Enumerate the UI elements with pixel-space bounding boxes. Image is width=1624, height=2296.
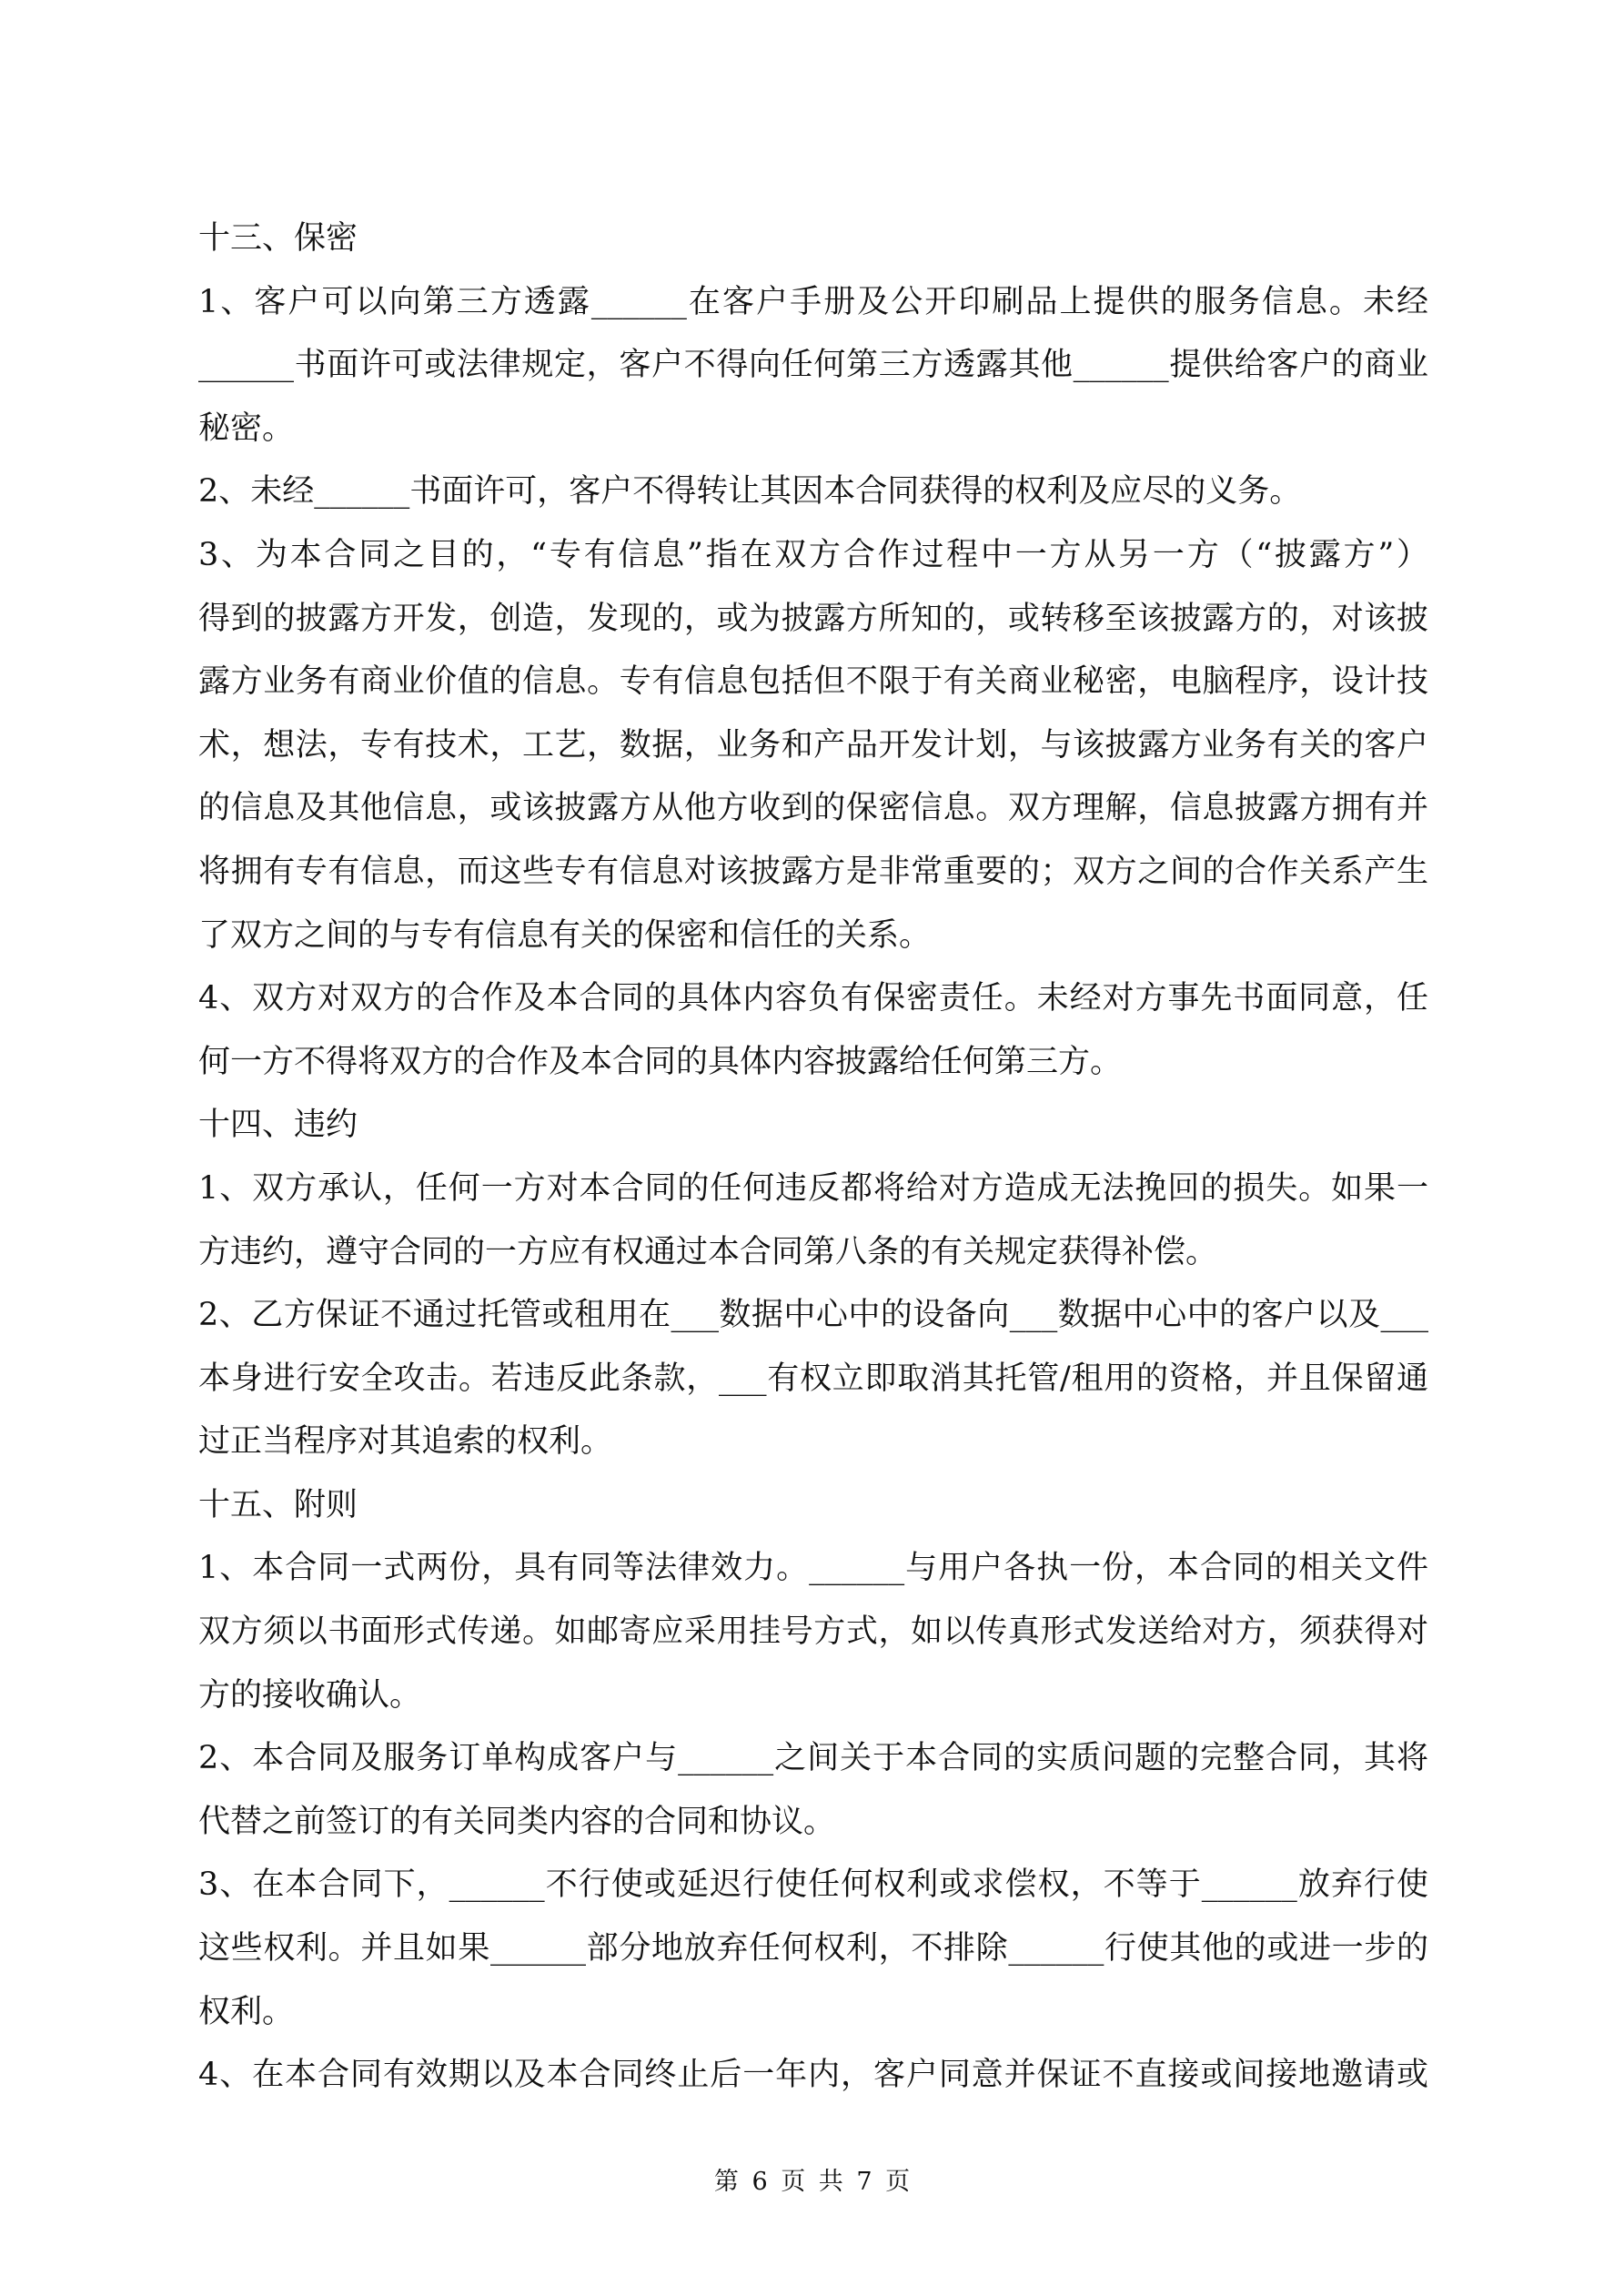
- text-line: 4、双方对双方的合作及本合同的具体内容负有保密责任。未经对方事先书面同意，任: [198, 980, 1428, 1017]
- text-line: 十四、违约: [198, 1107, 358, 1144]
- text-line: ______书面许可或法律规定，客户不得向任何第三方透露其他______提供给客户的商业: [198, 347, 1428, 384]
- document-body: [198, 207, 1428, 2108]
- text-line: 的信息及其他信息，或该披露方从他方收到的保密信息。双方理解，信息披露方拥有并: [198, 790, 1428, 827]
- page-number-footer: 第 6 页 共 7 页: [713, 2168, 911, 2196]
- text-line: 1、本合同一式两份，具有同等法律效力。______与用户各执一份，本合同的相关文件: [198, 1550, 1428, 1587]
- text-line: 术，想法，专有技术，工艺，数据，业务和产品开发计划，与该披露方业务有关的客户: [198, 726, 1428, 764]
- text-line: 2、未经______书面许可，客户不得转让其因本合同获得的权利及应尽的义务。: [198, 473, 1302, 511]
- text-line: 何一方不得将双方的合作及本合同的具体内容披露给任何第三方。: [198, 1043, 1123, 1080]
- text-line: 4、在本合同有效期以及本合同终止后一年内，客户同意并保证不直接或间接地邀请或: [198, 2057, 1428, 2094]
- text-line: 秘密。: [198, 410, 295, 447]
- text-line: 将拥有专有信息，而这些专有信息对该披露方是非常重要的；双方之间的合作关系产生: [198, 853, 1428, 890]
- text-line: 2、本合同及服务订单构成客户与______之间关于本合同的实质问题的完整合同，其将: [198, 1740, 1428, 1777]
- text-line: 方违约，遵守合同的一方应有权通过本合同第八条的有关规定获得补偿。: [198, 1233, 1218, 1270]
- text-line: 这些权利。并且如果______部分地放弃任何权利，不排除______行使其他的或进一步的: [198, 1930, 1428, 1967]
- text-line: 代替之前签订的有关同类内容的合同和协议。: [198, 1803, 836, 1840]
- text-line: 1、客户可以向第三方透露______在客户手册及公开印刷品上提供的服务信息。未经: [198, 283, 1428, 320]
- text-line: 了双方之间的与专有信息有关的保密和信任的关系。: [198, 916, 932, 954]
- text-line: 过正当程序对其追索的权利。: [198, 1423, 613, 1461]
- text-line: 3、在本合同下，______不行使或延迟行使任何权利或求偿权，不等于______放弃行使: [198, 1866, 1428, 1904]
- text-line: 十五、附则: [198, 1486, 358, 1523]
- text-line: 3、为本合同之目的，“专有信息”指在双方合作过程中一方从另一方（“披露方”）: [198, 536, 1428, 573]
- text-line: 1、双方承认，任何一方对本合同的任何违反都将给对方造成无法挽回的损失。如果一: [198, 1169, 1428, 1207]
- text-line: 2、乙方保证不通过托管或租用在___数据中心中的设备向___数据中心中的客户以及___: [198, 1297, 1428, 1334]
- text-line: 得到的披露方开发，创造，发现的，或为披露方所知的，或转移至该披露方的，对该披: [198, 600, 1428, 637]
- text-line: 方的接收确认。: [198, 1676, 422, 1714]
- text-line: 十三、保密: [198, 220, 358, 257]
- text-line: 权利。: [198, 1993, 295, 2030]
- text-line: 本身进行安全攻击。若违反此条款，___有权立即取消其托管/租用的资格，并且保留通: [198, 1360, 1428, 1397]
- text-line: 露方业务有商业价值的信息。专有信息包括但不限于有关商业秘密，电脑程序，设计技: [198, 663, 1428, 701]
- text-line: 双方须以书面形式传递。如邮寄应采用挂号方式，如以传真形式发送给对方，须获得对: [198, 1613, 1428, 1651]
